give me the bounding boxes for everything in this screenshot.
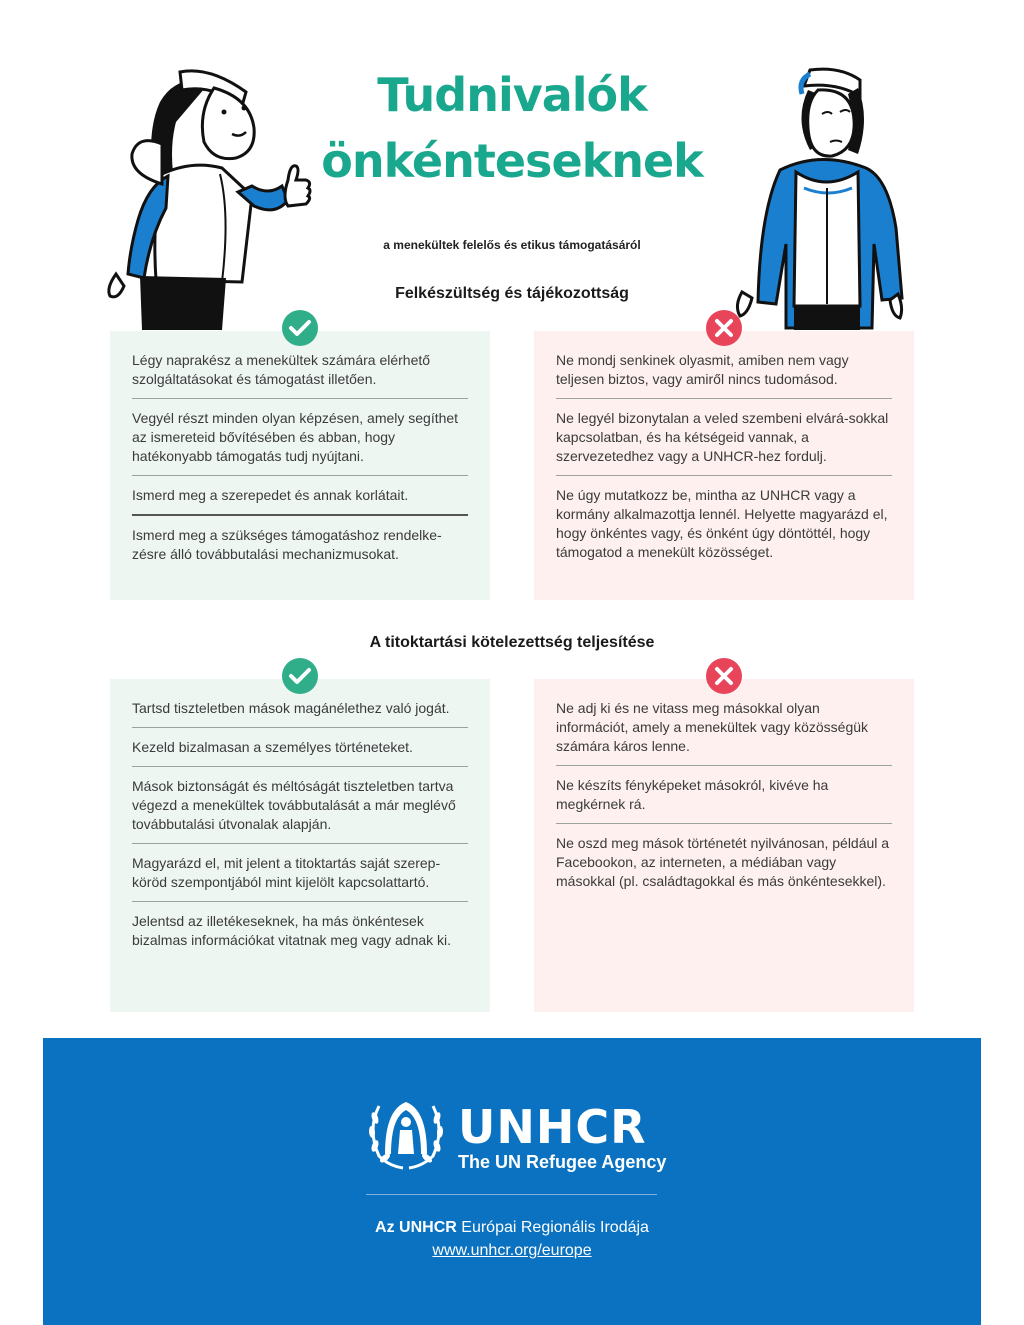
- list-item: Ne készíts fényképeket másokról, kivéve ha megkérnek rá.: [556, 766, 892, 824]
- page-title: [290, 62, 734, 194]
- list-item: Ismerd meg a szerepedet és annak korlátait.: [132, 476, 468, 516]
- check-circle-icon: [282, 310, 318, 346]
- brand-tagline: The UN Refugee Agency: [458, 1152, 667, 1172]
- dont-panel-confidentiality: [534, 679, 914, 1012]
- title-line-2: önkénteseknek: [321, 134, 703, 188]
- list-item: Kezeld bizalmasan a személyes történeteket.: [132, 728, 468, 767]
- x-circle-icon: [706, 658, 742, 694]
- list-item: Magyarázd el, mit jelent a titoktartás saját szerep-köröd szempontjából mint kijelölt kapcsolattartó.: [132, 844, 468, 902]
- unhcr-emblem-icon: [365, 1096, 447, 1170]
- office-name-rest: Európai Regionális Irodája: [456, 1219, 649, 1236]
- x-circle-icon: [706, 310, 742, 346]
- list-item: Ne úgy mutatkozz be, mintha az UNHCR vagy a kormány alkalmazottja lennél. Helyette magyarázd el, hogy önkéntes vagy, és önként úgy döntöttél, hogy támogatod a menekült közösséget.: [556, 487, 888, 560]
- title-line-1: Tudnivalók: [377, 68, 647, 122]
- list-item: Ne mondj senkinek olyasmit, amiben nem vagy teljesen biztos, vagy amiről nincs tudomásod.: [556, 341, 892, 399]
- list-item: Légy naprakész a menekültek számára elérhető szolgáltatásokat és támogatást illetően.: [132, 341, 468, 399]
- list-item: Ismerd meg a szükséges támogatáshoz rendelke-zésre álló továbbutalási mechanizmusokat.: [132, 527, 442, 562]
- do-panel-confidentiality: [110, 679, 490, 1012]
- footer: [43, 1038, 981, 1325]
- section-heading-preparedness: Felkészültség és tájékozottság: [395, 285, 629, 302]
- section-heading-confidentiality: A titoktartási kötelezettség teljesítése: [369, 634, 655, 651]
- check-circle-icon: [282, 658, 318, 694]
- list-item: Jelentsd az illetékeseknek, ha más önkéntesek bizalmas információkat vitatnak meg vagy adnak ki.: [132, 913, 452, 948]
- page-subtitle: a menekültek felelős és etikus támogatásáról: [383, 238, 641, 252]
- list-item: Tartsd tiszteletben mások magánélethez való jogát.: [132, 689, 468, 728]
- do-panel-preparedness: [110, 331, 490, 600]
- brand-name: UNHCR: [458, 1100, 647, 1154]
- footer-divider: [366, 1194, 657, 1195]
- list-item: Mások biztonságát és méltóságát tiszteletben tartva végezd a menekültek továbbutalását a már meglévő továbbutalási útvonalak alapján.: [132, 767, 468, 844]
- list-item: Ne oszd meg mások történetét nyilvánosan, például a Facebookon, az interneten, a médiában vagy másokkal (pl. családtagokkal és más önkéntesekkel).: [556, 835, 890, 889]
- office-website-link[interactable]: www.unhcr.org/europe: [432, 1242, 592, 1259]
- office-name: [43, 1219, 981, 1237]
- list-item: Vegyél részt minden olyan képzésen, amely segíthet az ismereteid bővítésében és abban, hogy hatékonyabb támogatás tudj nyújtani.: [132, 399, 468, 476]
- office-name-bold: Az UNHCR: [375, 1219, 457, 1236]
- list-item: Ne legyél bizonytalan a veled szembeni elvárá-sokkal kapcsolatban, és ha kétségeid vannak, a szervezetedhez vagy a UNHCR-hez fordulj.: [556, 399, 892, 476]
- list-item: Ne adj ki és ne vitass meg másokkal olyan információt, amely a menekültek vagy közösségük számára káros lenne.: [556, 689, 892, 766]
- dont-panel-preparedness: [534, 331, 914, 600]
